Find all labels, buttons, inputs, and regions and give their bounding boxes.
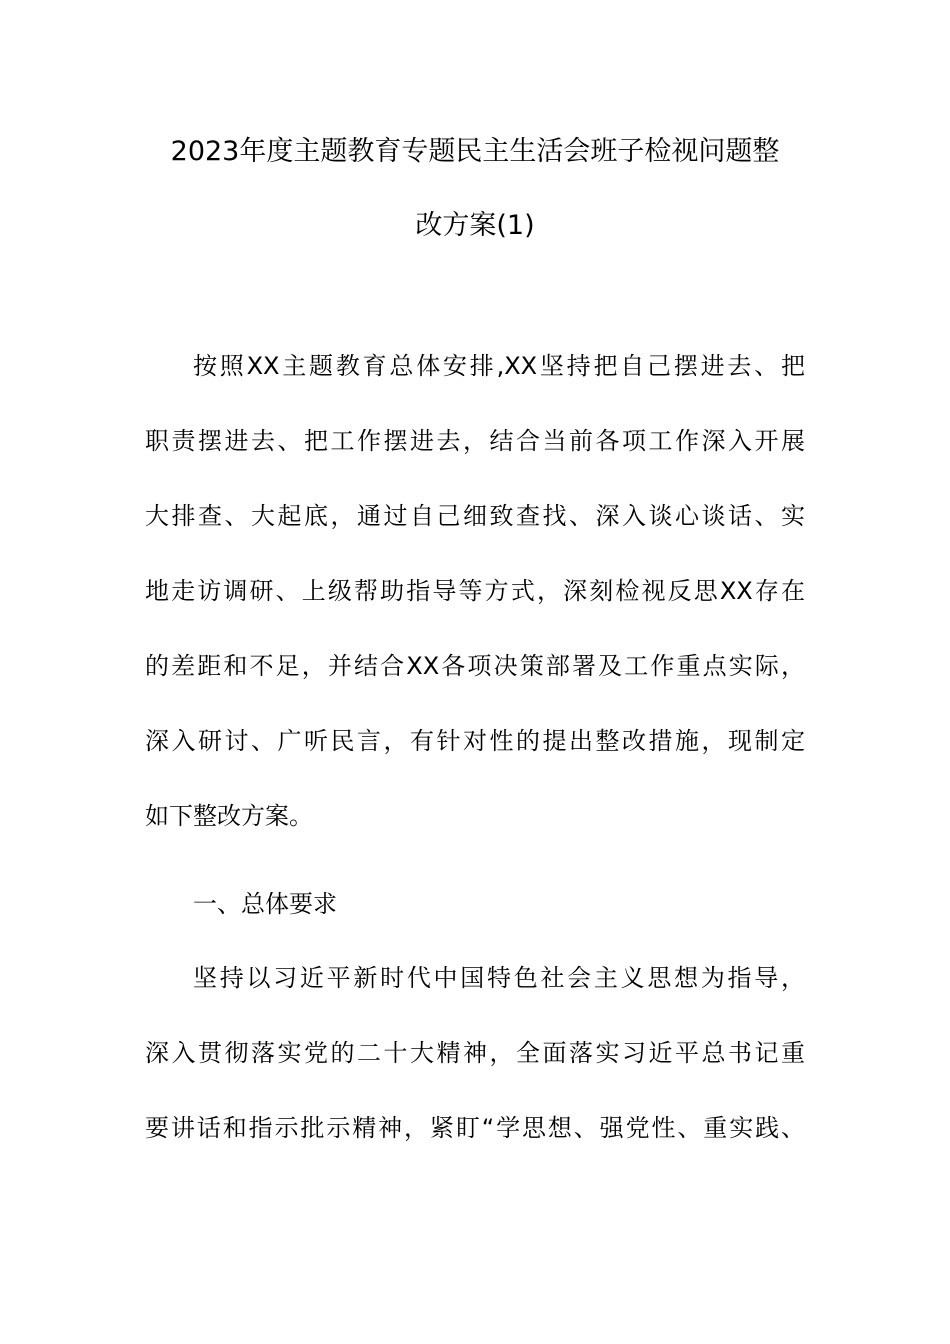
section-heading: 一、总体要求: [193, 890, 337, 918]
section-paragraph-line: 深入贯彻落实党的二十大精神，全面落实习近平总书记重: [145, 1039, 805, 1067]
intro-paragraph-line: 地走访调研、上级帮助指导等方式，深刻检视反思XX存在: [145, 577, 805, 605]
section-paragraph-line: 坚持以习近平新时代中国特色社会主义思想为指导，: [193, 964, 805, 992]
document-title-line-1: 2023年度主题教育专题民主生活会班子检视问题整: [170, 136, 780, 167]
section-paragraph-line: 要讲话和指示批示精神，紧盯“学思想、强党性、重实践、: [145, 1114, 805, 1142]
intro-paragraph-line: 深入研讨、广听民言，有针对性的提出整改措施，现制定: [145, 727, 805, 755]
document-title-line-2: 改方案(1): [415, 210, 535, 241]
intro-paragraph-line: 职责摆进去、把工作摆进去，结合当前各项工作深入开展: [145, 427, 805, 455]
intro-paragraph-line: 的差距和不足，并结合XX各项决策部署及工作重点实际，: [145, 652, 805, 680]
intro-paragraph-line: 大排查、大起底，通过自己细致查找、深入谈心谈话、实: [145, 502, 805, 530]
intro-paragraph-line: 按照XX主题教育总体安排,XX坚持把自己摆进去、把: [193, 352, 805, 380]
intro-paragraph-line: 如下整改方案。: [145, 802, 313, 830]
